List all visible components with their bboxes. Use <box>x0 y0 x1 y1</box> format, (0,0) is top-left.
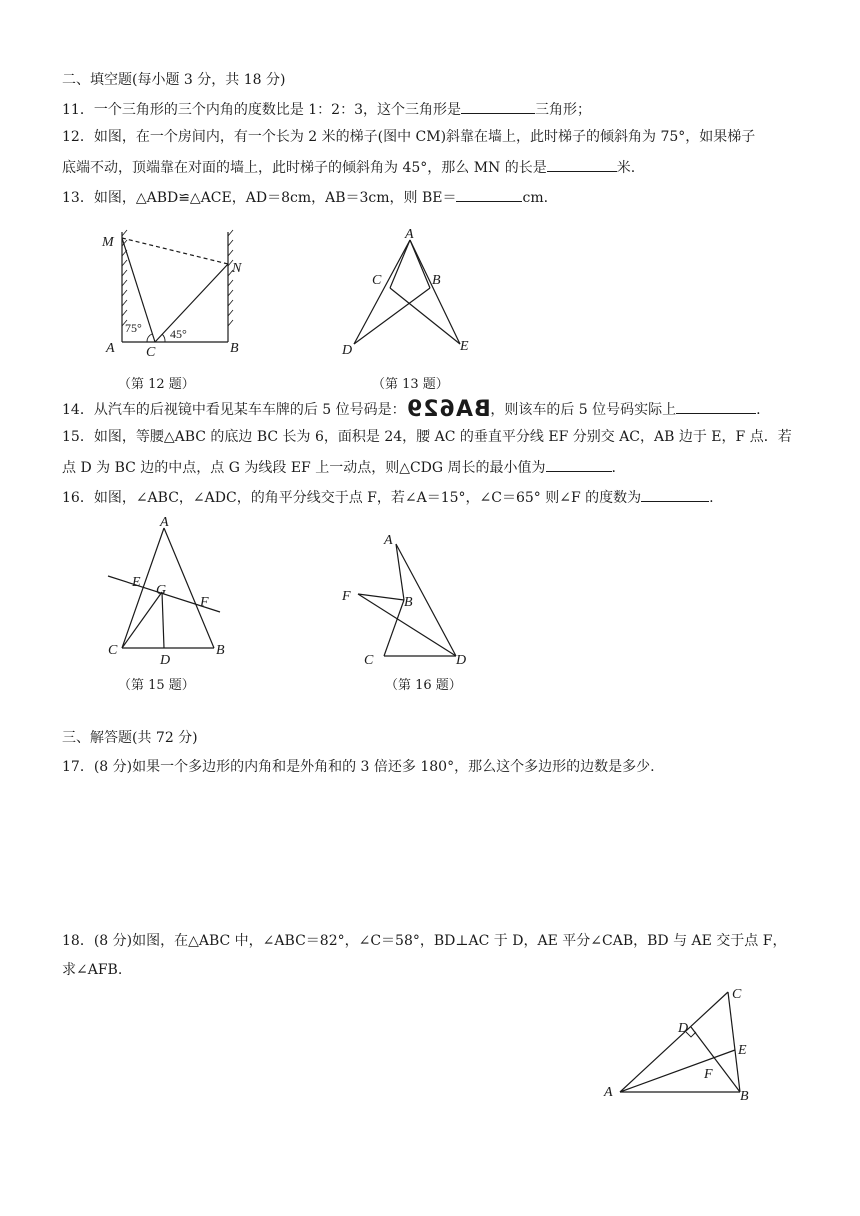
figure-13-caption: （第 13 题） <box>372 377 449 392</box>
angle-label-45: 45° <box>170 327 187 341</box>
question-15-line-1: 15．如图，等腰△ABC 的底边 BC 长为 6，面积是 24，腰 AC 的垂直平分线 EF 分别交 AC，AB 边于 E，F 点．若 <box>62 429 792 445</box>
figure-18 <box>600 982 770 1112</box>
angle-arc-75 <box>147 334 152 342</box>
label-e: E <box>738 1043 747 1058</box>
figure-12-caption: （第 12 题） <box>118 377 195 392</box>
angle-label-75: 75° <box>125 321 142 335</box>
label-a: A <box>405 227 414 242</box>
label-d: D <box>342 343 353 358</box>
answer-blank-13[interactable] <box>456 186 522 202</box>
question-12-suffix: 米. <box>616 160 636 176</box>
question-12-line-1: 12．如图，在一个房间内，有一个长为 2 米的梯子(图中 CM)斜靠在墙上，此时梯子的倾斜角为 75°，如果梯子 <box>62 129 756 145</box>
label-a: A <box>604 1085 613 1100</box>
label-a: A <box>160 515 169 530</box>
label-e: E <box>132 575 141 590</box>
label-d: D <box>456 653 467 668</box>
question-15-suffix: . <box>611 460 616 476</box>
ladder-cn-line <box>155 264 228 342</box>
label-f: F <box>200 595 209 610</box>
question-12-text: 底端不动，顶端靠在对面的墙上，此时梯子的倾斜角为 45°，那么 MN 的长是 <box>62 160 547 176</box>
figure-12 <box>100 222 250 362</box>
section-2-heading: 二、填空题(每小题 3 分，共 18 分) <box>62 72 286 88</box>
question-16-text: 16．如图，∠ABC，∠ADC，的角平分线交于点 F，若∠A＝15°，∠C＝65° 则∠F 的度数为 <box>62 490 642 506</box>
label-a: A <box>384 533 393 548</box>
label-c: C <box>364 653 374 668</box>
answer-blank-16[interactable] <box>641 486 709 502</box>
question-16-suffix: . <box>709 490 714 506</box>
question-14-suffix: . <box>756 402 761 418</box>
label-c: C <box>372 273 382 288</box>
label-b: B <box>216 643 225 658</box>
question-16 <box>62 486 714 508</box>
answer-blank-14[interactable] <box>676 398 756 414</box>
question-11-text: 11．一个三角形的三个内角的度数比是 1：2：3，这个三角形是 <box>62 102 461 118</box>
label-f: F <box>342 589 351 604</box>
question-13 <box>62 186 548 208</box>
label-b: B <box>230 341 239 356</box>
figure-16 <box>338 530 478 680</box>
label-e: E <box>460 339 469 354</box>
question-18-line-2: 求∠AFB. <box>62 962 123 978</box>
figure-15 <box>100 514 240 674</box>
label-b: B <box>432 273 441 288</box>
question-18-line-1: 18．(8 分)如图，在△ABC 中，∠ABC＝82°，∠C＝58°，BD⊥AC 于 D，AE 平分∠CAB，BD 与 AE 交于点 F， <box>62 933 787 949</box>
question-14-text: 14．从汽车的后视镜中看见某车车牌的后 5 位号码是： <box>62 402 406 418</box>
label-c: C <box>732 987 742 1002</box>
label-f: F <box>704 1067 713 1082</box>
label-a: A <box>106 341 115 356</box>
question-14-text-2: ，则该车的后 5 位号码实际上 <box>490 402 677 418</box>
figure-15-caption: （第 15 题） <box>118 678 195 693</box>
answer-blank-12[interactable] <box>547 156 617 172</box>
section-3-heading: 三、解答题(共 72 分) <box>62 730 198 746</box>
mirrored-license-plate: BA629 <box>405 397 491 422</box>
label-n: N <box>232 261 242 276</box>
dashed-mn-line <box>122 238 228 264</box>
question-13-text: 13．如图，△ABD≌△ACE，AD＝8cm，AB＝3cm，则 BE＝ <box>62 190 457 206</box>
answer-blank-15[interactable] <box>546 456 612 472</box>
figure-16-caption: （第 16 题） <box>385 678 462 693</box>
question-11 <box>62 98 591 120</box>
label-g: G <box>156 583 167 598</box>
label-d: D <box>678 1021 689 1036</box>
label-b: B <box>404 595 413 610</box>
question-11-suffix: 三角形； <box>535 102 591 118</box>
label-d: D <box>160 653 171 668</box>
label-b: B <box>740 1089 749 1104</box>
label-c: C <box>108 643 118 658</box>
label-c: C <box>146 345 156 360</box>
question-14 <box>62 398 761 420</box>
question-13-suffix: cm. <box>522 190 549 206</box>
figure-13 <box>338 226 478 356</box>
question-17: 17．(8 分)如果一个多边形的内角和是外角和的 3 倍还多 180°，那么这个多边形的边数是多少. <box>62 759 655 775</box>
question-15-line-2 <box>62 456 616 478</box>
question-15-text: 点 D 为 BC 边的中点，点 G 为线段 EF 上一动点，则△CDG 周长的最小值为 <box>62 460 546 476</box>
answer-blank-11[interactable] <box>461 98 535 114</box>
label-m: M <box>102 235 114 250</box>
question-12-line-2 <box>62 156 635 178</box>
angle-arc-45 <box>162 334 165 342</box>
